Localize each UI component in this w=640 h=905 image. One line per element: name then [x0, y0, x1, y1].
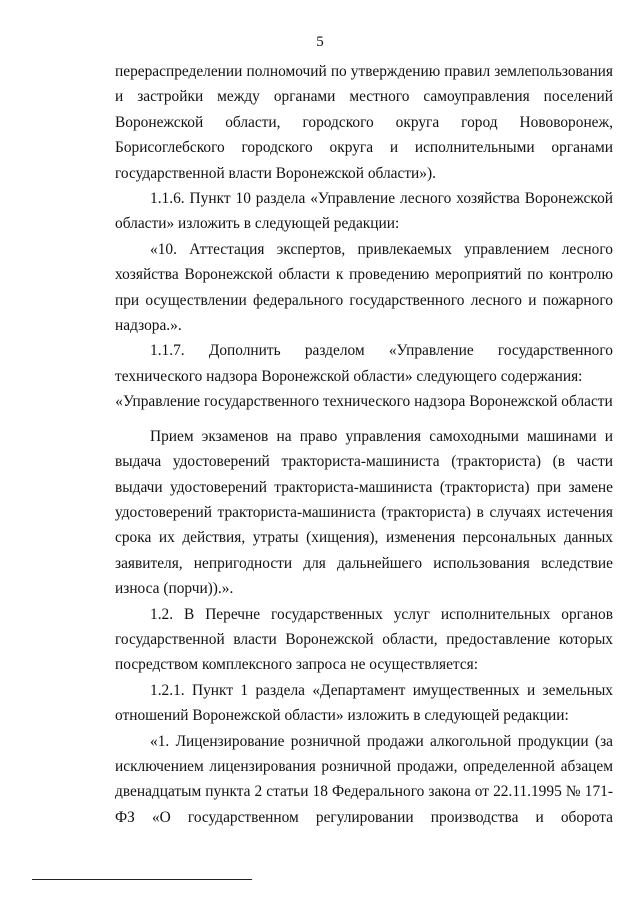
document-body [115, 59, 613, 830]
paragraph-item-10: «10. Аттестация экспертов, привлекаемых управлением лесного хозяйства Воронежской области к проведению мероприятий по контролю при осуществлении федерального государственного лесного и пожарного надзора.». [115, 240, 613, 335]
paragraph-item-1: «1. Лицензирование розничной продажи алкогольной продукции (за исключением лицензирования розничной продажи, определенной абзацем двенадцатым пункта 2 статьи 18 Федерального закона от 22.11.1995 № 171-ФЗ «О государственном регулировании производства и оборота [115, 732, 613, 826]
paragraph-continuation: перераспределении полномочий по утверждению правил землепользования и застройки между органами местного самоуправления поселений Воронежской области, городского округа город Нововоронеж, Борисоглебского городского округа и исполнительными органами государственной власти Воронежской области»). [115, 63, 613, 182]
paragraph-service: Прием экзаменов на право управления самоходными машинами и выдача удостоверений тракториста-машиниста (тракториста) (в части выдачи удостоверений тракториста-машиниста (тракториста) при замене удостоверений тракториста-машиниста (тракториста) в случаях истечения срока их действия, утраты (хищения), изменения персональных данных заявителя, непригодности для дальнейшего использования вследствие износа (порчи)).». [115, 427, 613, 598]
paragraph-1-1-6: 1.1.6. Пункт 10 раздела «Управление лесного хозяйства Воронежской области» изложить в следующей редакции: [115, 190, 613, 233]
page-number: 5 [316, 34, 324, 50]
section-heading: «Управление государственного технического надзора Воронежской области [115, 393, 613, 411]
paragraph-1-2: 1.2. В Перечне государственных услуг исполнительных органов государственной власти Воронежской области, предоставление которых посредством комплексного запроса не осуществляется: [115, 605, 613, 674]
paragraph-1-2-1: 1.2.1. Пункт 1 раздела «Департамент имущественных и земельных отношений Воронежской области» изложить в следующей редакции: [115, 681, 613, 725]
paragraph-1-1-7: 1.1.7. Дополнить разделом «Управление государственного технического надзора Воронежской области» следующего содержания: [115, 342, 613, 385]
footer-rule [32, 879, 252, 880]
